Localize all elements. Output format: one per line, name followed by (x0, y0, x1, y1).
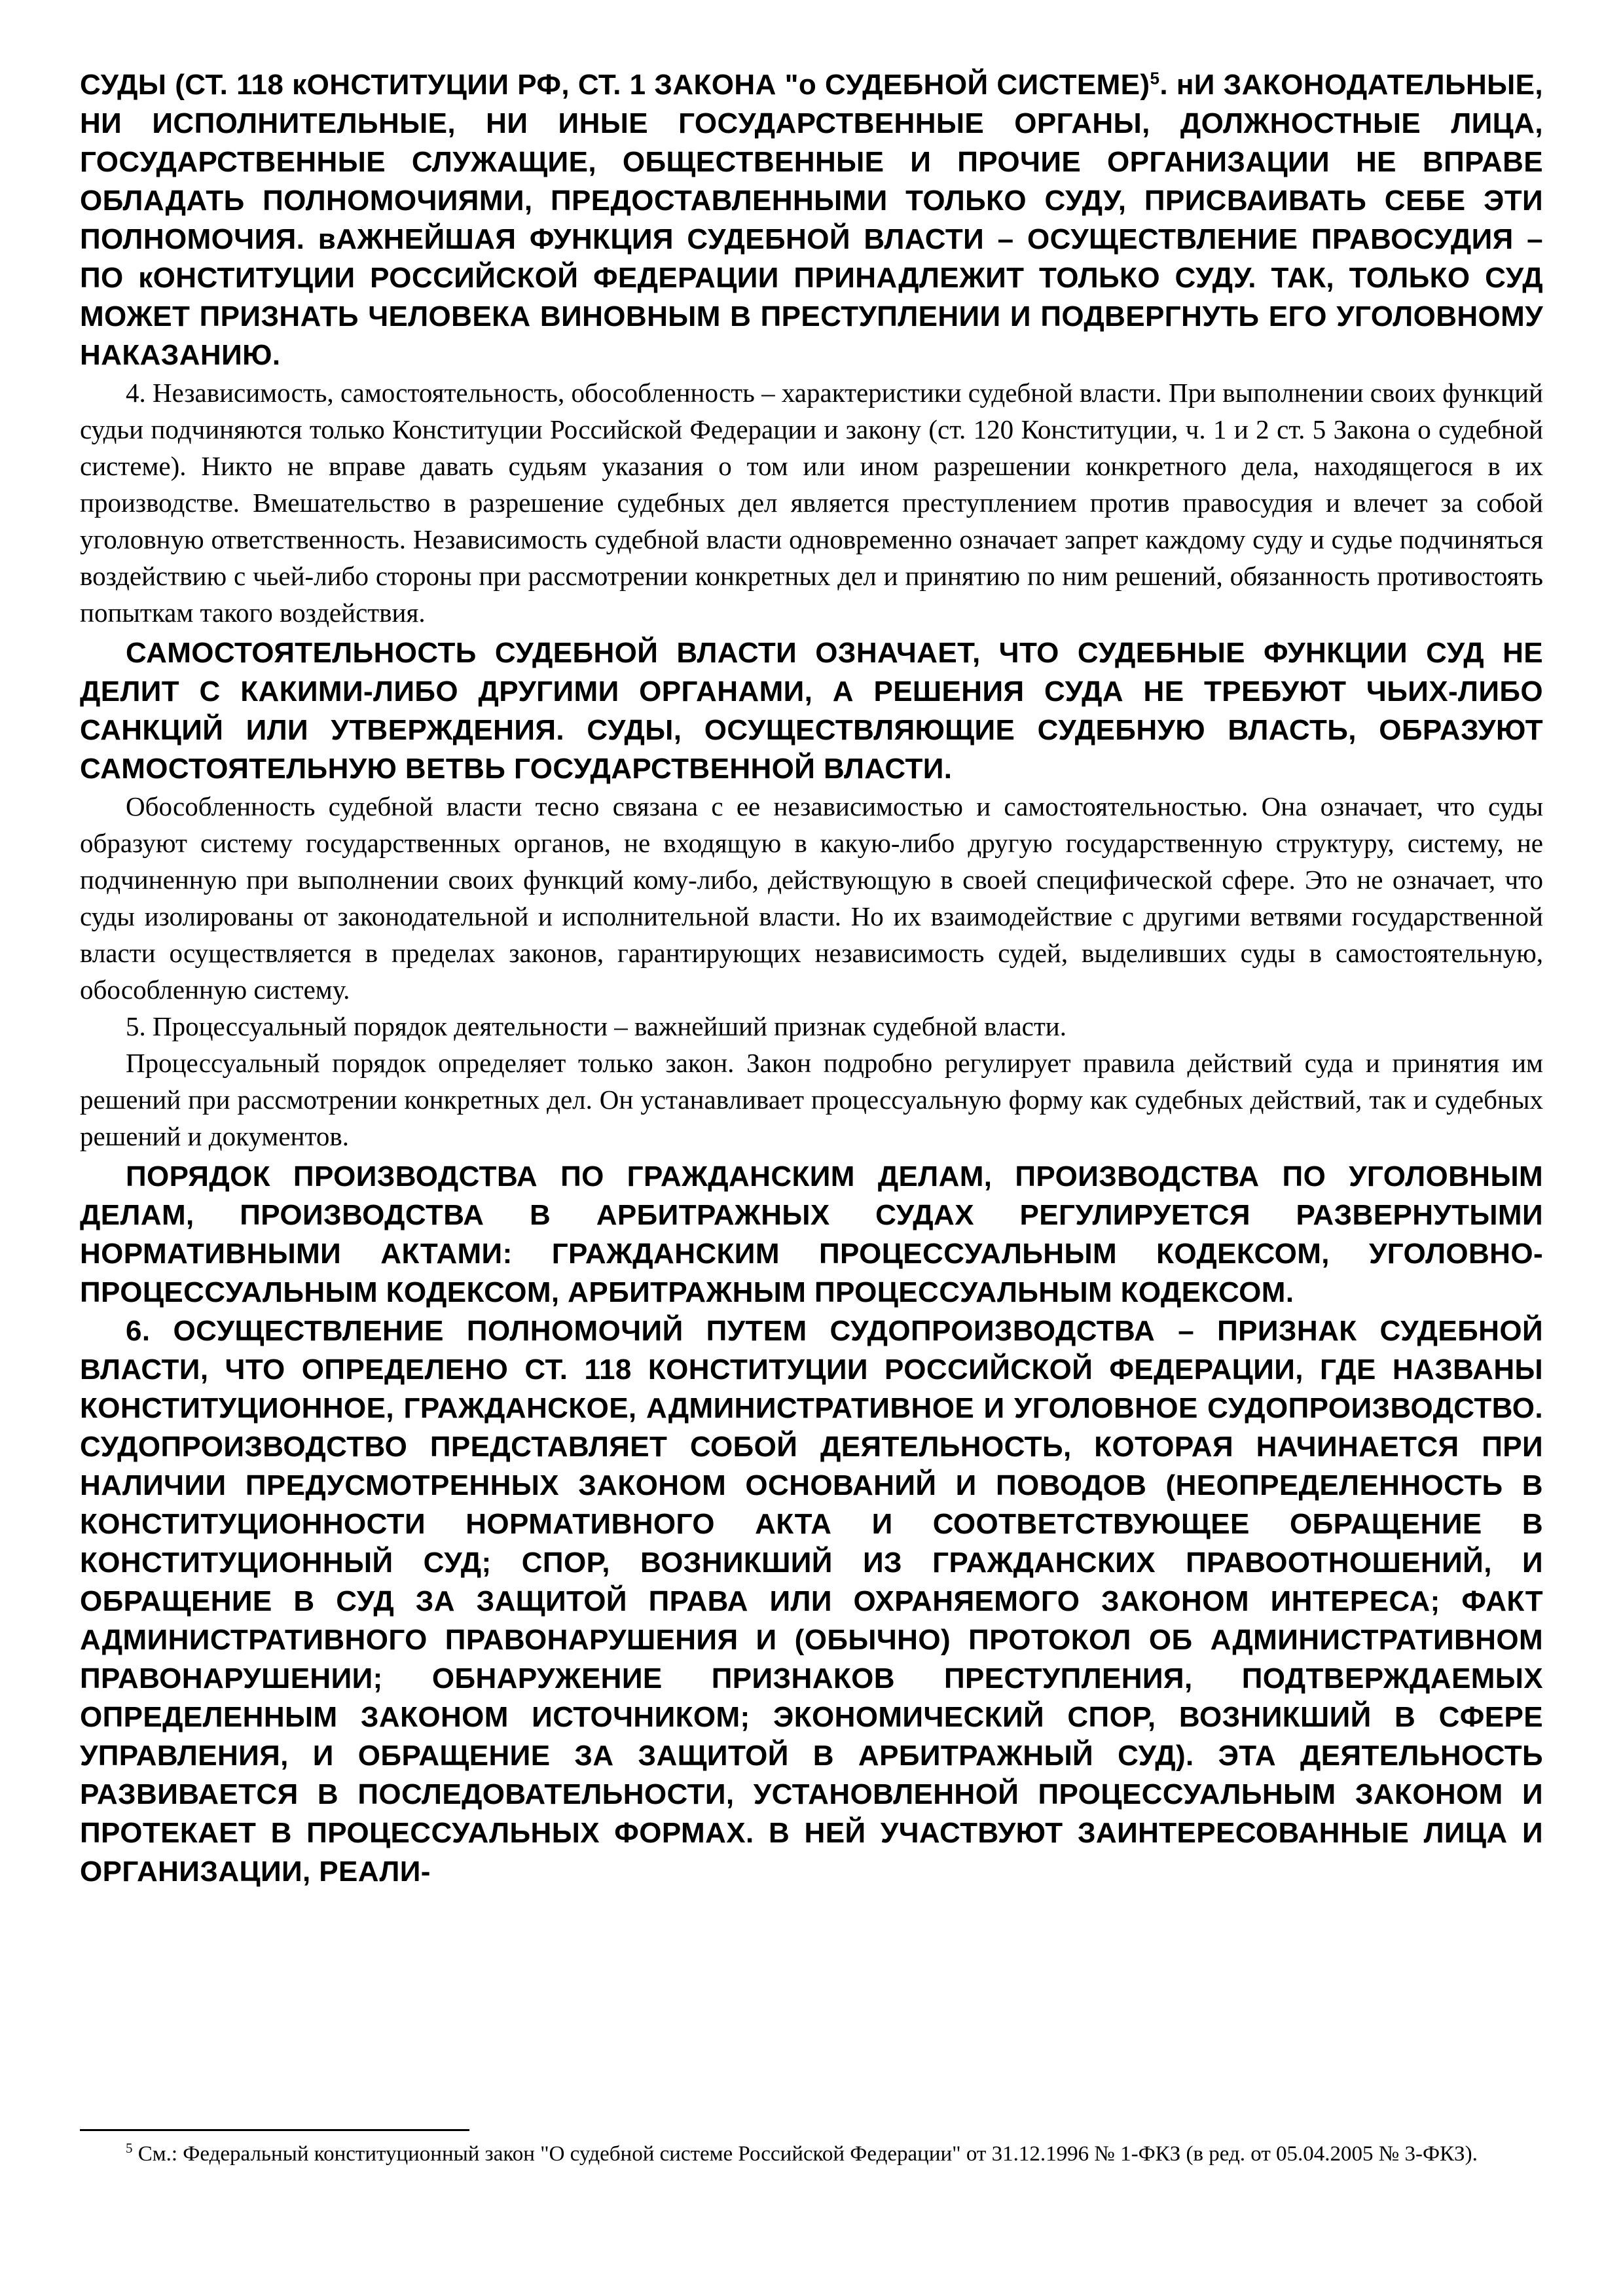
paragraph-procedural-order-heading: 5. Процессуальный порядок деятельности – важнейший признак судебной власти. (126, 1011, 1067, 1041)
paragraph-text: . нИ ЗАКОНОДАТЕЛЬНЫЕ, НИ ИСПОЛНИТЕЛЬНЫЕ, НИ ИНЫЕ ГОСУДАРСТВЕННЫЕ ОРГАНЫ, ДОЛЖНОСТНЫЕ ЛИЦА, ГОСУДАРСТВЕННЫЕ СЛУЖАЩИЕ, ОБЩЕСТВЕННЫЕ И ПРОЧИЕ ОРГАНИЗАЦИИ НЕ ВПРАВЕ ОБЛАДАТЬ ПОЛНОМОЧИЯМИ, ПРЕДОСТАВЛЕННЫМИ ТОЛЬКО СУДУ, ПРИСВАИВАТЬ СЕБЕ ЭТИ ПОЛНОМОЧИЯ. вАЖНЕЙШАЯ ФУНКЦИЯ СУДЕБНОЙ ВЛАСТИ – ОСУЩЕСТВЛЕНИЕ ПРАВОСУДИЯ – ПО кОНСТИТУЦИИ РОССИЙСКОЙ ФЕДЕРАЦИИ ПРИНАДЛЕЖИТ ТОЛЬКО СУДУ. ТАК, ТОЛЬКО СУД МОЖЕТ ПРИЗНАТЬ ЧЕЛОВЕКА ВИНОВНЫМ В ПРЕСТУПЛЕНИИ И ПОДВЕРГНУТЬ ЕГО УГОЛОВНОМУ НАКАЗАНИЮ. (80, 69, 1543, 371)
paragraph-text: СУДЫ (СТ. 118 кОНСТИТУЦИИ РФ, СТ. 1 ЗАКОНА "о СУДЕБНОЙ СИСТЕМЕ) (80, 69, 1150, 101)
document-page (80, 65, 1543, 2245)
footnote-divider (80, 2129, 469, 2131)
footnote-text: См.: Федеральный конституционный закон "О судебной системе Российской Федерации" от 31.12.1996 № 1-ФКЗ (в ред. от 05.04.2005 № 3-ФКЗ). (132, 2142, 1478, 2166)
paragraph-codes: ПОРЯДОК ПРОИЗВОДСТВА ПО ГРАЖДАНСКИМ ДЕЛАМ, ПРОИЗВОДСТВА ПО УГОЛОВНЫМ ДЕЛАМ, ПРОИЗВОДСТВА В АРБИТРАЖНЫХ СУДАХ РЕГУЛИРУЕТСЯ РАЗВЕРНУТЫМИ НОРМАТИВНЫМИ АКТАМИ: ГРАЖДАНСКИМ ПРОЦЕССУАЛЬНЫМ КОДЕКСОМ, УГОЛОВНО-ПРОЦЕССУАЛЬНЫМ КОДЕКСОМ, АРБИТРАЖНЫМ ПРОЦЕССУАЛЬНЫМ КОДЕКСОМ. (80, 1160, 1543, 1308)
paragraph-courts-powers (80, 65, 1543, 374)
paragraph-judicial-proceedings: 6. ОСУЩЕСТВЛЕНИЕ ПОЛНОМОЧИЙ ПУТЕМ СУДОПРОИЗВОДСТВА – ПРИЗНАК СУДЕБНОЙ ВЛАСТИ, ЧТО ОПРЕДЕЛЕНО СТ. 118 КОНСТИТУЦИИ РОССИЙСКОЙ ФЕДЕРАЦИИ, ГДЕ НАЗВАНЫ КОНСТИТУЦИОННОЕ, ГРАЖДАНСКОЕ, АДМИНИСТРАТИВНОЕ И УГОЛОВНОЕ СУДОПРОИЗВОДСТВО. СУДОПРОИЗВОДСТВО ПРЕДСТАВЛЯЕТ СОБОЙ ДЕЯТЕЛЬНОСТЬ, КОТОРАЯ НАЧИНАЕТСЯ ПРИ НАЛИЧИИ ПРЕДУСМОТРЕННЫХ ЗАКОНОМ ОСНОВАНИЙ И ПОВОДОВ (НЕОПРЕДЕЛЕННОСТЬ В КОНСТИТУЦИОННОСТИ НОРМАТИВНОГО АКТА И СООТВЕТСТВУЮЩЕЕ ОБРАЩЕНИЕ В КОНСТИТУЦИОННЫЙ СУД; СПОР, ВОЗНИКШИЙ ИЗ ГРАЖДАНСКИХ ПРАВООТНОШЕНИЙ, И ОБРАЩЕНИЕ В СУД ЗА ЗАЩИТОЙ ПРАВА ИЛИ ОХРАНЯЕМОГО ЗАКОНОМ ИНТЕРЕСА; ФАКТ АДМИНИСТРАТИВНОГО ПРАВОНАРУШЕНИЯ И (ОБЫЧНО) ПРОТОКОЛ ОБ АДМИНИСТРАТИВНОМ ПРАВОНАРУШЕНИИ; ОБНАРУЖЕНИЕ ПРИЗНАКОВ ПРЕСТУПЛЕНИЯ, ПОДТВЕРЖДАЕМЫХ ОПРЕДЕЛЕННЫМ ЗАКОНОМ ИСТОЧНИКОМ; ЭКОНОМИЧЕСКИЙ СПОР, ВОЗНИКШИЙ В СФЕРЕ УПРАВЛЕНИЯ, И ОБРАЩЕНИЕ ЗА ЗАЩИТОЙ В АРБИТРАЖНЫЙ СУД). ЭТА ДЕЯТЕЛЬНОСТЬ РАЗВИВАЕТСЯ В ПОСЛЕДОВАТЕЛЬНОСТИ, УСТАНОВЛЕННОЙ ПРОЦЕССУАЛЬНЫМ ЗАКОНОМ И ПРОТЕКАЕТ В ПРОЦЕССУАЛЬНЫХ ФОРМАХ. В НЕЙ УЧАСТВУЮТ ЗАИНТЕРЕСОВАННЫЕ ЛИЦА И ОРГАНИЗАЦИИ, РЕАЛИ- (80, 1315, 1543, 1888)
paragraph-self-sufficiency: САМОСТОЯТЕЛЬНОСТЬ СУДЕБНОЙ ВЛАСТИ ОЗНАЧАЕТ, ЧТО СУДЕБНЫЕ ФУНКЦИИ СУД НЕ ДЕЛИТ С КАКИМИ-ЛИБО ДРУГИМИ ОРГАНАМИ, А РЕШЕНИЯ СУДА НЕ ТРЕБУЮТ ЧЬИХ-ЛИБО САНКЦИЙ ИЛИ УТВЕРЖДЕНИЯ. СУДЫ, ОСУЩЕСТВЛЯЮЩИЕ СУДЕБНУЮ ВЛАСТЬ, ОБРАЗУЮТ САМОСТОЯТЕЛЬНУЮ ВЕТВЬ ГОСУДАРСТВЕННОЙ ВЛАСТИ. (80, 637, 1543, 785)
paragraph-independence: 4. Независимость, самостоятельность, обособленность – характеристики судебной власти. При выполнении своих функций судьи подчиняются только Конституции Российской Федерации и закону (ст. 120 Конституции, ч. 1 и 2 ст. 5 Закона о судебной системе). Никто не вправе давать судьям указания о том или ином разрешении конкретного дела, находящегося в их производстве. Вмешательство в разрешение судебных дел является преступлением против правосудия и влечет за собой уголовную ответственность. Независимость судебной власти одновременно означает запрет каждому суду и судье подчиняться воздействию с чьей-либо стороны при рассмотрении конкретных дел и принятию по ним решений, обязанность противостоять попыткам такого воздействия. (80, 378, 1543, 628)
footnote-reference[interactable]: 5 (1150, 68, 1160, 88)
footnote-marker: 5 (126, 2140, 133, 2156)
footnote (80, 2140, 1543, 2168)
paragraph-separateness: Обособленность судебной власти тесно связана с ее независимостью и самостоятельностью. Она означает, что суды образуют систему государственных органов, не входящую в какую-либо другую государственную структуру, систему, не подчиненную при выполнении своих функций кому-либо, действующую в своей специфической сфере. Это не означает, что суды изолированы от законодательной и исполнительной власти. Но их взаимодействие с другими ветвями государственной власти осуществляется в пределах законов, гарантирующих независимость судей, выделивших суды в самостоятельную, обособленную систему. (80, 791, 1543, 1005)
paragraph-procedural-order: Процессуальный порядок определяет только закон. Закон подробно регулирует правила действий суда и принятия им решений при рассмотрении конкретных дел. Он устанавливает процессуальную форму как судебных действий, так и судебных решений и документов. (80, 1048, 1543, 1151)
